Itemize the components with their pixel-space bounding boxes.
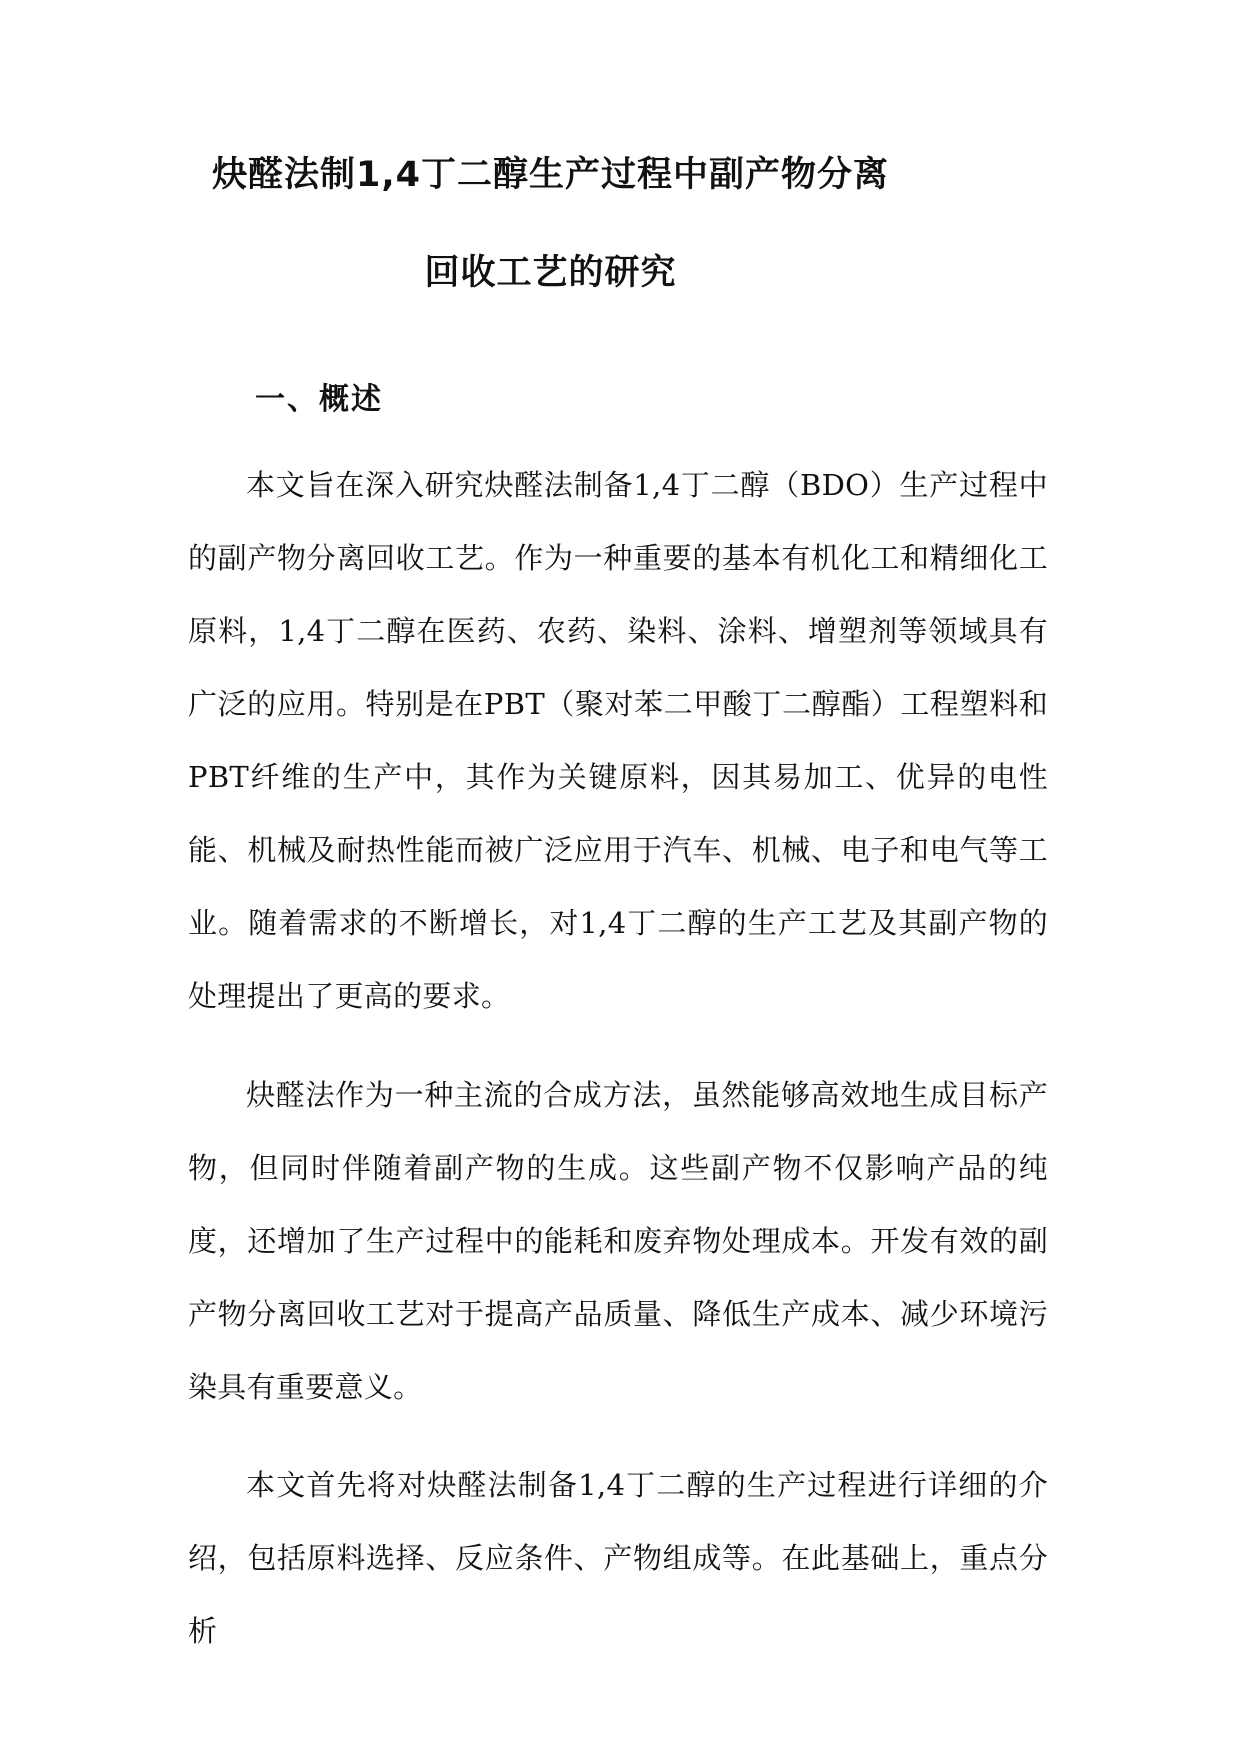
section-heading-overview: 一、概述 bbox=[255, 382, 383, 417]
document-title-line-2: 回收工艺的研究 bbox=[424, 253, 677, 293]
body-paragraph-3: 本文首先将对炔醛法制备1,4丁二醇的生产过程进行详细的介绍，包括原料选择、反应条件、产物组成等。在此基础上，重点分析 bbox=[188, 1468, 1048, 1648]
body-paragraph-2: 炔醛法作为一种主流的合成方法，虽然能够高效地生成目标产物，但同时伴随着副产物的生成。这些副产物不仅影响产品的纯度，还增加了生产过程中的能耗和废弃物处理成本。开发有效的副产物分离回收工艺对于提高产品质量、降低生产成本、减少环境污染具有重要意义。 bbox=[188, 1078, 1048, 1404]
body-paragraph-1: 本文旨在深入研究炔醛法制备1,4丁二醇（BDO）生产过程中的副产物分离回收工艺。作为一种重要的基本有机化工和精细化工原料，1,4丁二醇在医药、农药、染料、涂料、增塑剂等领域具有广泛的应用。特别是在PBT（聚对苯二甲酸丁二醇酯）工程塑料和PBT纤维的生产中，其作为关键原料，因其易加工、优异的电性能、机械及耐热性能而被广泛应用于汽车、机械、电子和电气等工业。随着需求的不断增长，对1,4丁二醇的生产工艺及其副产物的处理提出了更高的要求。 bbox=[188, 468, 1048, 1013]
document-title-line-1: 炔醛法制1,4丁二醇生产过程中副产物分离 bbox=[211, 155, 889, 195]
